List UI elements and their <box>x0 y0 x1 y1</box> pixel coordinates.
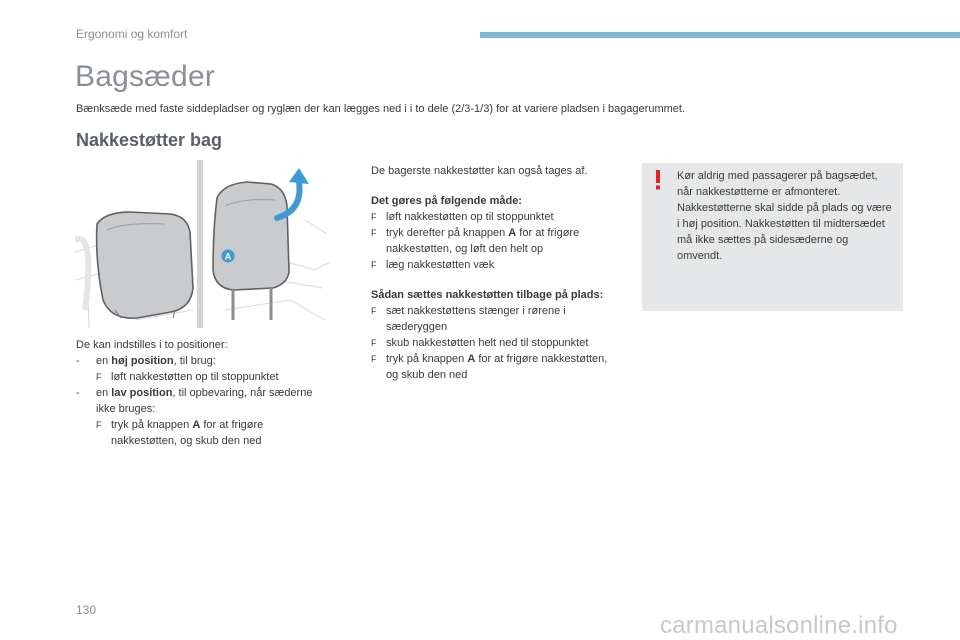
page-number: 130 <box>76 603 97 617</box>
section-header: Ergonomi og komfort <box>76 27 188 41</box>
button-a-label: A <box>224 251 232 262</box>
text-fragment: , til opbevaring, når sæderne ikke bruges: <box>96 387 313 415</box>
step-text: læg nakkestøtten væk <box>386 259 495 271</box>
step-text: sæt nakkestøttens stænger i rørene i sæderyggen <box>386 305 566 333</box>
remove-step-1 <box>371 209 616 225</box>
low-position-step <box>76 417 326 449</box>
intro-text: Bænksæde med faste siddepladser og ryglæn der kan lægges ned i i to dele (2/3-1/3) for at variere pladsen i bagagerummet. <box>76 103 686 115</box>
bullet-icon: F <box>96 420 102 430</box>
bullet-icon: F <box>371 228 377 238</box>
button-a-ref: A <box>192 419 201 431</box>
low-position-item <box>76 385 326 417</box>
refit-step-2 <box>371 335 616 351</box>
bullet-icon: F <box>371 306 377 316</box>
remove-refit-text <box>371 163 616 383</box>
text-fragment: , til brug: <box>173 355 216 367</box>
bullet-icon: F <box>371 212 377 222</box>
page-title: Bagsæder <box>75 60 216 93</box>
exclamation-icon <box>652 170 664 190</box>
refit-step-1 <box>371 303 616 335</box>
watermark: carmanualsonline.info <box>660 612 898 639</box>
bullet-icon: F <box>371 354 377 364</box>
remove-lead: De bagerste nakkestøtter kan også tages af. <box>371 165 588 177</box>
header-accent-bar <box>480 32 960 38</box>
text-fragment: for at frigøre nakkestøtten, og skub den ned <box>111 419 264 447</box>
low-position-label: lav position <box>111 387 173 399</box>
text-fragment: en <box>96 387 112 399</box>
button-a-ref: A <box>467 353 476 365</box>
adjust-positions-text <box>76 337 326 449</box>
high-position-label: høj position <box>111 355 174 367</box>
text-fragment: en <box>96 355 112 367</box>
high-position-step <box>76 369 326 385</box>
text-fragment: tryk derefter på knappen <box>386 227 509 239</box>
warning-text: Kør aldrig med passagerer på bagsædet, når nakkestøtterne er afmonteret. Nakkestøtterne skal sidde på plads og være i høj position. Nakkestøtten til midtersædet må ikke sættes på sidesæderne og omvendt. <box>677 170 892 262</box>
refit-step-3 <box>371 351 616 383</box>
remove-heading: Det gøres på følgende måde: <box>371 195 522 207</box>
remove-step-3 <box>371 257 616 273</box>
headrest-illustration <box>75 160 330 328</box>
remove-step-2 <box>371 225 616 257</box>
bullet-icon: F <box>371 338 377 348</box>
text-fragment: tryk på knappen <box>111 419 193 431</box>
text-fragment: for at frigøre nakkestøtten, og løft den helt op <box>386 227 580 255</box>
button-a-ref: A <box>508 227 517 239</box>
refit-heading: Sådan sættes nakkestøtten tilbage på plads: <box>371 289 604 301</box>
positions-lead: De kan indstilles i to positioner: <box>76 339 228 351</box>
step-text: løft nakkestøtten op til stoppunktet <box>111 371 279 383</box>
high-position-item <box>76 353 326 369</box>
step-text: løft nakkestøtten op til stoppunktet <box>386 211 554 223</box>
step-text: skub nakkestøtten helt ned til stoppunktet <box>386 337 589 349</box>
text-fragment: for at frigøre nakkestøtten, og skub den ned <box>386 353 608 381</box>
dash-marker: - <box>76 355 80 367</box>
dash-marker: - <box>76 387 80 399</box>
bullet-icon: F <box>371 260 377 270</box>
bullet-icon: F <box>96 372 102 382</box>
section-title: Nakkestøtter bag <box>76 130 223 150</box>
text-fragment: tryk på knappen <box>386 353 468 365</box>
